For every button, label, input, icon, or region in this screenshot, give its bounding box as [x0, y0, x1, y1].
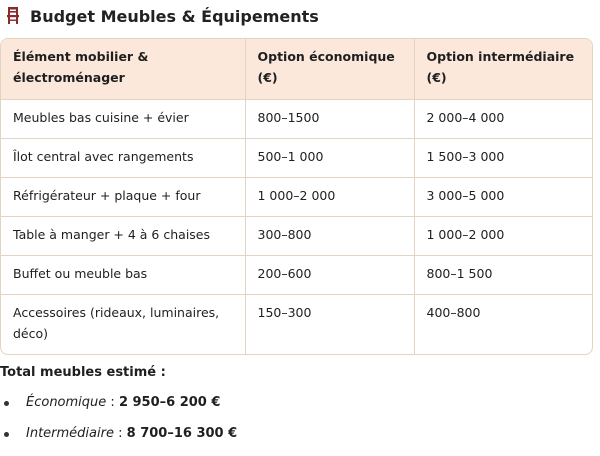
list-item: [0, 425, 237, 443]
total-list: [0, 394, 237, 456]
table-cell: Table à manger + 4 à 6 chaises: [1, 216, 245, 255]
table-cell: 200–600: [245, 255, 414, 294]
table-row: [1, 177, 592, 216]
table-cell: 1 000–2 000: [245, 177, 414, 216]
table-cell: 400–800: [426, 304, 481, 320]
total-separator: :: [113, 426, 127, 441]
bullet-icon: [4, 432, 9, 437]
table-row: [1, 216, 592, 255]
table-row: [1, 138, 592, 177]
table-cell: Accessoires (rideaux, luminaires, déco): [1, 294, 245, 354]
total-value: 8 700–16 300 €: [126, 426, 238, 441]
table-cell: Îlot central avec rangements: [1, 138, 245, 177]
list-item: [0, 394, 237, 412]
total-heading: Total meubles estimé :: [0, 365, 166, 380]
total-value: 2 950–6 200 €: [118, 395, 221, 410]
table-row: [1, 294, 592, 354]
table-cell: 800–1500: [245, 99, 414, 138]
chair-icon: [6, 7, 20, 25]
table-cell: Buffet ou meuble bas: [1, 255, 245, 294]
total-separator: :: [106, 395, 119, 410]
column-header-intermediaire: Option intermédiaire (€): [414, 39, 592, 99]
total-label: Économique: [26, 395, 107, 410]
bullet-icon: [4, 401, 9, 406]
total-label: Intermédiaire: [26, 426, 114, 441]
table-cell: 150–300: [245, 294, 414, 354]
table-cell: Meubles bas cuisine + évier: [1, 99, 245, 138]
table-cell: 2 000–4 000: [414, 99, 592, 138]
table-cell: 1 000–2 000: [414, 216, 592, 255]
table-cell: 300–800: [245, 216, 414, 255]
budget-table: [0, 38, 593, 355]
section-header: [6, 4, 319, 28]
table-row: [1, 255, 592, 294]
table-cell: 1 500–3 000: [414, 138, 592, 177]
table-cell: 500–1 000: [245, 138, 414, 177]
column-header-item: Élément mobilier & électroménager: [1, 39, 245, 99]
page-title: Budget Meubles & Équipements: [30, 6, 319, 26]
table-cell: Réfrigérateur + plaque + four: [1, 177, 245, 216]
table-cell: 800–1 500: [414, 255, 592, 294]
column-header-economique: Option économique (€): [245, 39, 414, 99]
table-cell: 3 000–5 000: [414, 177, 592, 216]
table-row: [1, 99, 592, 138]
table-header-row: [1, 39, 592, 99]
